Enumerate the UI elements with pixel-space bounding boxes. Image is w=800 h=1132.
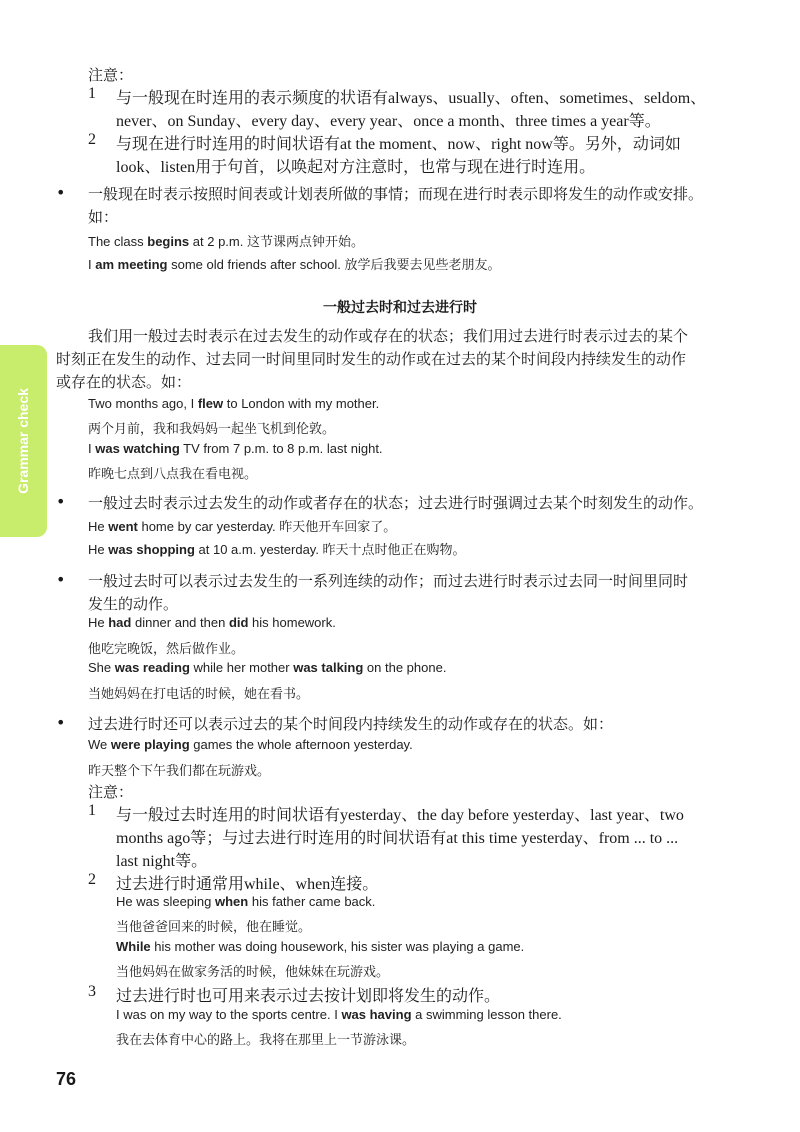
note-text: look、listen用于句首，以唤起对方注意时，也常与现在进行时连用。	[116, 159, 596, 176]
bullet-icon: •	[56, 492, 66, 511]
example-translation: 当他爸爸回来的时候，他在睡觉。	[116, 919, 312, 934]
example-sentence: He was sleeping when his father came back.	[116, 894, 376, 909]
note-number: 1	[88, 85, 96, 102]
example-sentence: I was on my way to the sports centre. I was having a swimming lesson there.	[116, 1007, 562, 1022]
section-heading: 一般过去时和过去进行时	[323, 300, 477, 316]
example-sentence: The class begins at 2 p.m. 这节课两点钟开始。	[88, 234, 364, 249]
note-number: 3	[88, 983, 96, 1000]
example-sentence: I was watching TV from 7 p.m. to 8 p.m. last night.	[88, 441, 383, 456]
example-sentence: While his mother was doing housework, his sister was playing a game.	[116, 939, 525, 954]
bullet-text: 过去进行时还可以表示过去的某个时间段内持续发生的动作或存在的状态。如：	[88, 715, 614, 733]
note-text: months ago等；与过去进行时连用的时间状语有at this time yesterday、from ... to ...	[116, 830, 679, 847]
example-translation: 我在去体育中心的路上。我将在那里上一节游泳课。	[116, 1032, 416, 1047]
example-translation: 当他妈妈在做家务活的时候，他妹妹在玩游戏。	[116, 964, 390, 979]
note-number: 2	[88, 871, 96, 888]
intro-text: 时刻正在发生的动作、过去同一时间里同时发生的动作或在过去的某个时间段内持续发生的动作	[56, 350, 687, 368]
example-sentence: He had dinner and then did his homework.	[88, 615, 336, 630]
example-sentence: I am meeting some old friends after school. 放学后我要去见些老朋友。	[88, 257, 501, 272]
example-translation: 昨晚七点到八点我在看电视。	[88, 466, 258, 481]
note-text: 过去进行时通常用while、when连接。	[116, 876, 379, 893]
bullet-icon: •	[56, 183, 66, 202]
example-translation: 两个月前，我和我妈妈一起坐飞机到伦敦。	[88, 421, 336, 436]
note-number: 1	[88, 802, 96, 819]
intro-text: 或存在的状态。如：	[56, 373, 192, 391]
note-text: never、on Sunday、every day、every year、once a month、three times a year等。	[116, 113, 661, 130]
example-translation: 当她妈妈在打电话的时候，她在看书。	[88, 686, 310, 701]
bullet-text: 发生的动作。	[88, 595, 179, 613]
page-number: 76	[56, 1069, 77, 1089]
example-sentence: We were playing games the whole afternoon yesterday.	[88, 737, 413, 752]
bullet-text: 一般现在时表示按照时间表或计划表所做的事情；而现在进行时表示即将发生的动作或安排。	[88, 185, 704, 203]
example-translation: 昨天整个下午我们都在玩游戏。	[88, 763, 271, 778]
bullet-text: 一般过去时可以表示过去发生的一系列连续的动作；而过去进行时表示过去同一时间里同时	[88, 572, 689, 590]
bullet-text: 一般过去时表示过去发生的动作或者存在的状态；过去进行时强调过去某个时刻发生的动作。	[88, 494, 704, 512]
note-text: 与一般现在时连用的表示频度的状语有always、usually、often、sometimes、seldom、	[116, 90, 707, 107]
note-text: 与现在进行时连用的时间状语有at the moment、now、right now等。另外，动词如	[116, 136, 681, 153]
intro-text: 我们用一般过去时表示在过去发生的动作或存在的状态；我们用过去进行时表示过去的某个	[88, 327, 689, 345]
bullet-icon: •	[56, 713, 66, 732]
note-number: 2	[88, 131, 96, 148]
note-label: 注意：	[88, 783, 134, 801]
note-text: last night等。	[116, 853, 208, 870]
note-text: 与一般过去时连用的时间状语有yesterday、the day before yesterday、last year、two	[116, 807, 684, 824]
bullet-icon: •	[56, 570, 66, 589]
example-sentence: He was shopping at 10 a.m. yesterday. 昨天十点时他正在购物。	[88, 542, 466, 557]
example-translation: 他吃完晚饭，然后做作业。	[88, 641, 245, 656]
note-label: 注意：	[88, 66, 134, 84]
side-tab-label: Grammar check	[15, 388, 31, 494]
example-sentence: Two months ago, I flew to London with my mother.	[88, 396, 380, 411]
example-sentence: He went home by car yesterday. 昨天他开车回家了。	[88, 519, 397, 534]
example-sentence: She was reading while her mother was talking on the phone.	[88, 660, 447, 675]
example-intro: 如：	[88, 208, 119, 226]
note-text: 过去进行时也可用来表示过去按计划即将发生的动作。	[116, 988, 501, 1005]
